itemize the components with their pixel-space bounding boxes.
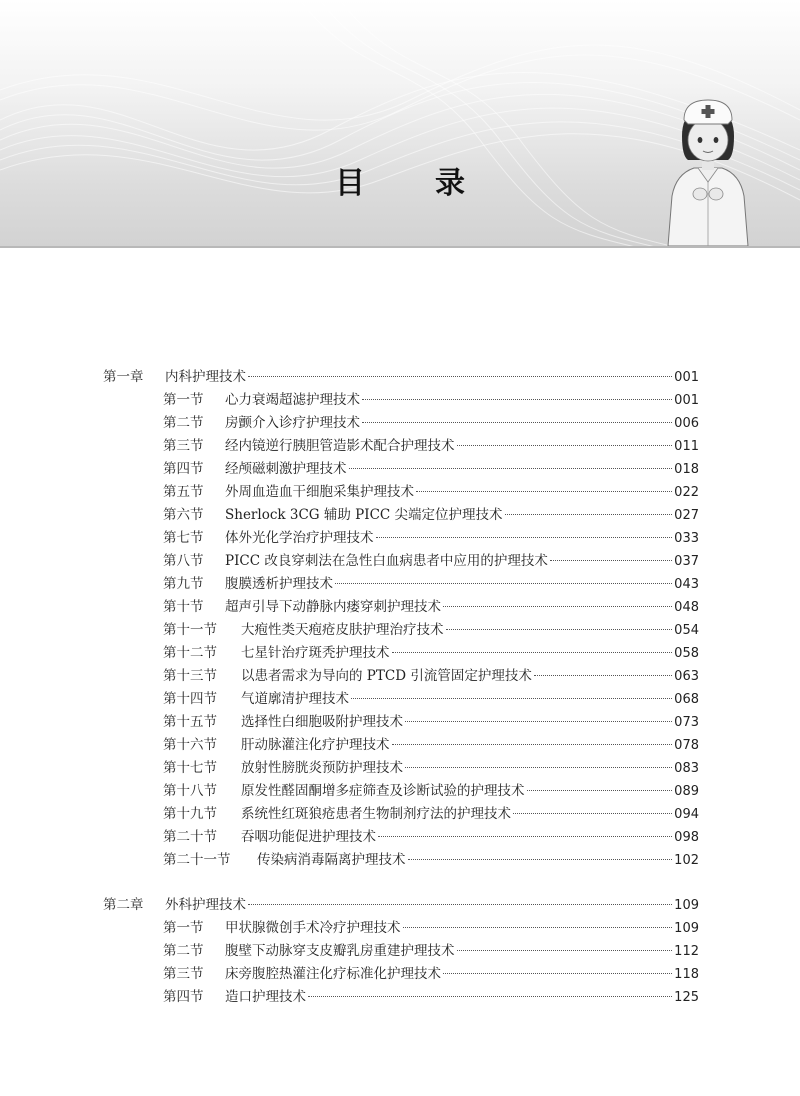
toc-page: 033 xyxy=(674,531,699,546)
toc-leader xyxy=(403,927,673,928)
toc-title: 房颤介入诊疗护理技术 xyxy=(225,415,360,431)
banner-divider xyxy=(0,246,800,248)
toc-number: 第五节 xyxy=(163,484,204,500)
toc-leader xyxy=(527,790,673,791)
toc-number: 第九节 xyxy=(163,576,204,592)
toc-leader xyxy=(457,445,673,446)
toc-section[interactable] xyxy=(163,780,699,802)
toc-number: 第三节 xyxy=(163,438,204,454)
toc-number: 第二节 xyxy=(163,943,204,959)
toc-leader xyxy=(362,422,672,423)
toc-title: 甲状腺微创手术冷疗护理技术 xyxy=(225,920,401,936)
toc-number: 第十九节 xyxy=(163,806,217,822)
nurse-illustration xyxy=(658,96,758,246)
toc-leader xyxy=(457,950,673,951)
toc-section[interactable] xyxy=(163,734,699,756)
toc-page: 073 xyxy=(674,715,699,730)
toc-number: 第一节 xyxy=(163,392,204,408)
toc-section[interactable] xyxy=(163,826,699,848)
toc-page: 078 xyxy=(674,738,699,753)
toc-section[interactable] xyxy=(163,527,699,549)
toc-section[interactable] xyxy=(163,665,699,687)
toc-number: 第六节 xyxy=(163,507,204,523)
toc-title: 经颅磁刺激护理技术 xyxy=(225,461,347,477)
toc-leader xyxy=(443,973,672,974)
toc-title: 床旁腹腔热灌注化疗标准化护理技术 xyxy=(225,966,441,982)
toc-page: 063 xyxy=(674,669,699,684)
toc-page: 068 xyxy=(674,692,699,707)
toc-section[interactable] xyxy=(163,849,699,871)
toc-title: 大疱性类天疱疮皮肤护理治疗技术 xyxy=(241,622,444,638)
toc-page: 098 xyxy=(674,830,699,845)
toc-leader xyxy=(550,560,672,561)
toc-section[interactable] xyxy=(163,986,699,1008)
toc-section[interactable] xyxy=(163,917,699,939)
toc-title: 选择性白细胞吸附护理技术 xyxy=(241,714,403,730)
toc-page: 027 xyxy=(674,508,699,523)
toc-page: 102 xyxy=(674,853,699,868)
toc-page: 001 xyxy=(674,370,699,385)
toc-section[interactable] xyxy=(163,550,699,572)
toc-number: 第十七节 xyxy=(163,760,217,776)
toc-leader xyxy=(392,744,673,745)
toc-number: 第四节 xyxy=(163,461,204,477)
toc-page: 018 xyxy=(674,462,699,477)
toc-title: 七星针治疗斑秃护理技术 xyxy=(241,645,390,661)
toc-page: 022 xyxy=(674,485,699,500)
toc-title: 气道廓清护理技术 xyxy=(241,691,349,707)
toc-number: 第二十节 xyxy=(163,829,217,845)
toc-leader xyxy=(378,836,672,837)
toc-section[interactable] xyxy=(163,711,699,733)
toc-section[interactable] xyxy=(163,596,699,618)
toc-leader xyxy=(248,904,672,905)
toc-section[interactable] xyxy=(163,757,699,779)
toc-title: 超声引导下动静脉内瘘穿刺护理技术 xyxy=(225,599,441,615)
toc-section[interactable] xyxy=(163,619,699,641)
toc-leader xyxy=(408,859,673,860)
toc-title: 造口护理技术 xyxy=(225,989,306,1005)
toc-page: 054 xyxy=(674,623,699,638)
toc-title: 腹膜透析护理技术 xyxy=(225,576,333,592)
toc-leader xyxy=(505,514,673,515)
toc-section[interactable] xyxy=(163,435,699,457)
toc-title: 心力衰竭超滤护理技术 xyxy=(225,392,360,408)
toc-number: 第三节 xyxy=(163,966,204,982)
toc-leader xyxy=(446,629,673,630)
toc-number: 第二节 xyxy=(163,415,204,431)
toc-title: 体外光化学治疗护理技术 xyxy=(225,530,374,546)
toc-page: 001 xyxy=(674,393,699,408)
toc-number: 第十五节 xyxy=(163,714,217,730)
toc-section[interactable] xyxy=(163,412,699,434)
toc-number: 第十节 xyxy=(163,599,204,615)
toc-title: 内科护理技术 xyxy=(165,369,246,385)
toc-number: 第一章 xyxy=(103,369,144,385)
toc-leader xyxy=(308,996,672,997)
toc-page: 109 xyxy=(674,898,699,913)
title-char-left: 目 xyxy=(335,166,365,201)
toc-number: 第二章 xyxy=(103,897,144,913)
toc-leader xyxy=(534,675,672,676)
toc-leader xyxy=(349,468,673,469)
toc-section[interactable] xyxy=(163,504,699,526)
toc-leader xyxy=(351,698,672,699)
toc-section[interactable] xyxy=(163,803,699,825)
toc-title: Sherlock 3CG 辅助 PICC 尖端定位护理技术 xyxy=(225,507,503,523)
toc-number: 第一节 xyxy=(163,920,204,936)
toc-section[interactable] xyxy=(163,642,699,664)
toc-leader xyxy=(376,537,673,538)
toc-chapter-2[interactable] xyxy=(103,894,699,916)
toc-number: 第四节 xyxy=(163,989,204,1005)
toc-number: 第七节 xyxy=(163,530,204,546)
toc-title: 经内镜逆行胰胆管造影术配合护理技术 xyxy=(225,438,455,454)
toc-page: 058 xyxy=(674,646,699,661)
toc-section[interactable] xyxy=(163,389,699,411)
toc-page: 006 xyxy=(674,416,699,431)
toc-page: 112 xyxy=(674,944,699,959)
toc-number: 第十一节 xyxy=(163,622,217,638)
toc-section[interactable] xyxy=(163,458,699,480)
toc-leader xyxy=(405,721,672,722)
toc-number: 第十八节 xyxy=(163,783,217,799)
toc-title: 腹壁下动脉穿支皮瓣乳房重建护理技术 xyxy=(225,943,455,959)
toc-leader xyxy=(392,652,673,653)
toc-title: 肝动脉灌注化疗护理技术 xyxy=(241,737,390,753)
toc-title: PICC 改良穿刺法在急性白血病患者中应用的护理技术 xyxy=(225,553,548,569)
toc-number: 第十六节 xyxy=(163,737,217,753)
toc-leader xyxy=(335,583,672,584)
toc-title: 传染病消毒隔离护理技术 xyxy=(257,852,406,868)
toc-number: 第八节 xyxy=(163,553,204,569)
toc-section[interactable] xyxy=(163,963,699,985)
toc-title: 原发性醛固酮增多症筛查及诊断试验的护理技术 xyxy=(241,783,525,799)
toc-page: 043 xyxy=(674,577,699,592)
title-char-right: 录 xyxy=(435,166,465,201)
toc-title: 以患者需求为导向的 PTCD 引流管固定护理技术 xyxy=(241,668,532,684)
toc-page: 037 xyxy=(674,554,699,569)
toc-section[interactable] xyxy=(163,481,699,503)
toc-leader xyxy=(513,813,672,814)
toc-page: 109 xyxy=(674,921,699,936)
toc-title: 系统性红斑狼疮患者生物制剂疗法的护理技术 xyxy=(241,806,511,822)
toc-number: 第十二节 xyxy=(163,645,217,661)
toc-page: 125 xyxy=(674,990,699,1005)
toc-title: 放射性膀胱炎预防护理技术 xyxy=(241,760,403,776)
toc-leader xyxy=(248,376,672,377)
toc-leader xyxy=(416,491,672,492)
toc-page: 011 xyxy=(674,439,699,454)
toc-page: 048 xyxy=(674,600,699,615)
toc-leader xyxy=(362,399,672,400)
toc-section[interactable] xyxy=(163,688,699,710)
toc-number: 第十三节 xyxy=(163,668,217,684)
toc-page: 094 xyxy=(674,807,699,822)
toc-page: 089 xyxy=(674,784,699,799)
toc-number: 第十四节 xyxy=(163,691,217,707)
toc-title: 外周血造血干细胞采集护理技术 xyxy=(225,484,414,500)
toc-page: 118 xyxy=(674,967,699,982)
toc-leader xyxy=(405,767,672,768)
toc-title: 外科护理技术 xyxy=(165,897,246,913)
toc-page: 083 xyxy=(674,761,699,776)
toc-section[interactable] xyxy=(163,940,699,962)
toc-section[interactable] xyxy=(163,573,699,595)
toc-title: 吞咽功能促进护理技术 xyxy=(241,829,376,845)
toc-number: 第二十一节 xyxy=(163,852,231,868)
toc-chapter-1[interactable] xyxy=(103,366,699,388)
toc-leader xyxy=(443,606,672,607)
